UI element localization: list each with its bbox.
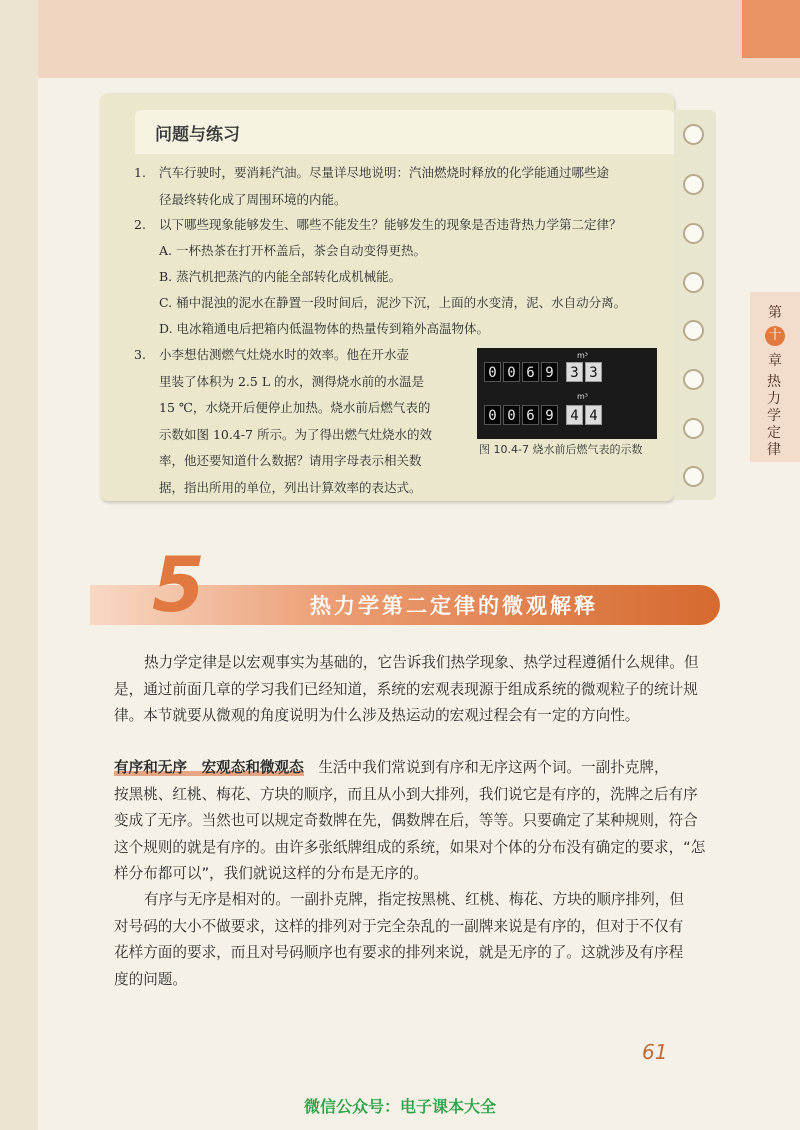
meter-digit: 9 <box>541 362 558 382</box>
meter-digit: 0 <box>484 405 501 425</box>
paragraph-3 <box>114 887 724 993</box>
paragraph-1 <box>114 650 724 730</box>
exercise-title: 问题与练习 <box>155 125 240 145</box>
meter-digit: 4 <box>585 405 602 425</box>
chapter-di: 第 <box>768 305 782 321</box>
option-b: B. 蒸汽机把蒸汽的内能全部转化成机械能。 <box>159 269 402 284</box>
paragraph-line: 变成了无序。当然也可以规定奇数牌在先，偶数牌在后，等等。只要确定了某种规则，符合 <box>114 812 698 830</box>
meter-digit: 4 <box>566 405 583 425</box>
chapter-side-tab <box>750 292 800 462</box>
paragraph-line: 花样方面的要求，而且对号码顺序也有要求的排列来说，就是无序的了。这就涉及有序程 <box>114 944 684 962</box>
meter-digit: 6 <box>522 405 539 425</box>
option-a: A. 一杯热茶在打开杯盖后，茶会自动变得更热。 <box>159 243 426 258</box>
meter-digit: 0 <box>503 405 520 425</box>
question-1 <box>159 160 609 213</box>
question-3-line: 小李想估测燃气灶烧水时的效率。他在开水壶 <box>159 347 410 362</box>
question-2-line: 以下哪些现象能够发生、哪些不能发生？能够发生的现象是否违背热力学第二定律？ <box>159 217 622 232</box>
figure-caption: 图 10.4-7 烧水前后燃气表的示数 <box>479 443 643 456</box>
subheading-order-disorder: 有序和无序 宏观态和微观态 <box>114 759 304 776</box>
chapter-name: 热力学定律 <box>767 374 781 458</box>
spiral-ring-icon <box>683 174 704 195</box>
question-3-line: 据，指出所用的单位，列出计算效率的表达式。 <box>159 479 422 495</box>
meter-unit-label: m³ <box>577 351 588 360</box>
chapter-tab-corner <box>742 0 800 58</box>
meter-unit-label: m³ <box>577 392 588 401</box>
meter-reading-after <box>484 405 650 425</box>
spiral-ring-icon <box>683 272 704 293</box>
question-2-number: 2. <box>134 217 146 232</box>
paragraph-line: 这个规则的就是有序的。由许多张纸牌组成的系统，如果对个体的分布没有确定的要求，“怎 <box>114 838 706 856</box>
paragraph-2 <box>114 755 724 888</box>
spiral-ring-icon <box>683 466 704 487</box>
question-1-line: 汽车行驶时，要消耗汽油。尽量详尽地说明：汽油燃烧时释放的化学能通过哪些途 <box>159 165 610 180</box>
question-3-line: 里装了体积为 2.5 L 的水，测得烧水前的水温是 <box>159 373 425 389</box>
section-number: 5 <box>152 540 205 629</box>
footer-watermark: 微信公众号：电子课本大全 <box>303 1097 496 1116</box>
page-number: 61 <box>642 1040 668 1064</box>
spiral-ring-icon <box>683 418 704 439</box>
page-left-edge <box>0 0 38 1130</box>
chapter-zhang: 章 <box>768 353 782 369</box>
option-c: C. 桶中混浊的泥水在静置一段时间后，泥沙下沉，上面的水变清，泥、水自动分离。 <box>159 295 627 310</box>
paragraph-line: 有序与无序是相对的。一副扑克牌，指定按黑桃、红桃、梅花、方块的顺序排列，但 <box>144 891 684 908</box>
question-3 <box>159 342 432 501</box>
meter-digit: 6 <box>522 362 539 382</box>
question-3-line: 示数如图 10.4-7 所示。为了得出燃气灶烧水的效 <box>159 426 432 442</box>
notebook-spiral-strip <box>674 110 716 500</box>
gas-meter-figure <box>477 348 657 439</box>
meter-digit: 0 <box>503 362 520 382</box>
option-d: D. 电冰箱通电后把箱内低温物体的热量传到箱外高温物体。 <box>159 321 490 336</box>
meter-digit: 0 <box>484 362 501 382</box>
spiral-ring-icon <box>683 320 704 341</box>
question-3-line: 率，他还要知道什么数据？请用字母表示相关数 <box>159 453 422 468</box>
meter-digit: 3 <box>566 362 583 382</box>
meter-digit: 3 <box>585 362 602 382</box>
question-1-number: 1. <box>134 165 146 180</box>
paragraph-line: 按黑桃、红桃、梅花、方块的顺序，而且从小到大排列，我们说它是有序的，洗牌之后有序 <box>114 785 698 803</box>
top-margin-band <box>0 0 800 78</box>
paragraph-line: 度的问题。 <box>114 970 187 988</box>
chapter-number-badge: 十 <box>765 326 785 346</box>
question-3-line: 15 ℃，水烧开后便停止加热。烧水前后燃气表的 <box>159 400 431 415</box>
question-1-line: 径最终转化成了周围环境的内能。 <box>159 191 347 207</box>
paragraph-line: 律。本节就要从微观的角度说明为什么涉及热运动的宏观过程会有一定的方向性。 <box>114 707 640 725</box>
spiral-ring-icon <box>683 223 704 244</box>
paragraph-line: 是，通过前面几章的学习我们已经知道，系统的宏观表现源于组成系统的微观粒子的统计规 <box>114 680 698 698</box>
paragraph-line: 对号码的大小不做要求，这样的排列对于完全杂乱的一副牌来说是有序的，但对于不仅有 <box>114 917 684 935</box>
meter-reading-before <box>484 362 650 382</box>
exercise-card-header <box>135 110 674 154</box>
meter-digit: 9 <box>541 405 558 425</box>
spiral-ring-icon <box>683 369 704 390</box>
paragraph-line <box>114 755 724 782</box>
spiral-ring-icon <box>683 124 704 145</box>
section-title: 热力学第二定律的微观解释 <box>310 593 598 618</box>
question-2 <box>159 212 622 239</box>
paragraph-line: 热力学定律是以宏观事实为基础的，它告诉我们热学现象、热学过程遵循什么规律。但 <box>144 654 699 671</box>
paragraph-line: 样分布都可以”，我们就说这样的分布是无序的。 <box>114 865 429 883</box>
paragraph-line-rest: 生活中我们常说到有序和无序这两个词。一副扑克牌， <box>303 759 669 776</box>
question-3-number: 3. <box>134 347 146 362</box>
